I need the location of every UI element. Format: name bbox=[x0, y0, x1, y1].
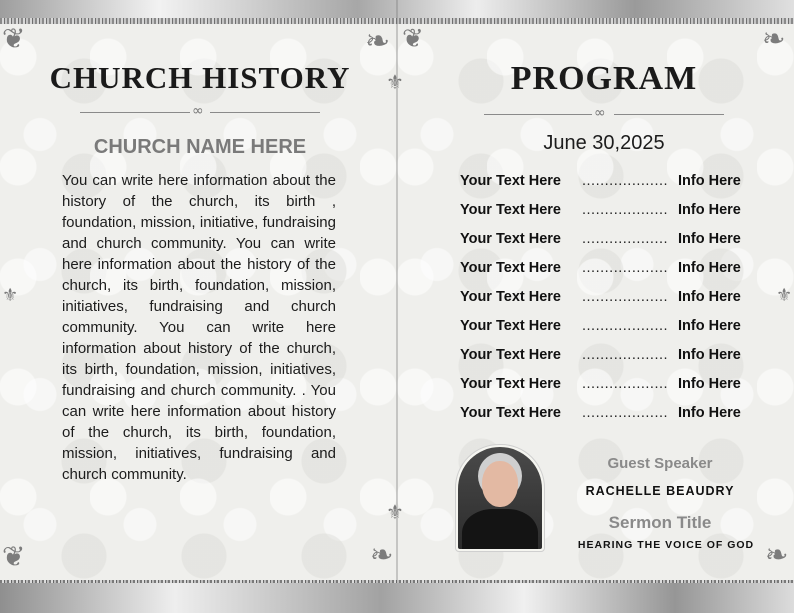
sermon-title-text: HEARING THE VOICE OF GOD bbox=[577, 539, 755, 551]
program-item-dots: ................... bbox=[582, 318, 669, 334]
program-item-label: Your Text Here bbox=[460, 173, 561, 189]
program-item-dots: ................... bbox=[582, 260, 669, 276]
program-item-dots: ................... bbox=[582, 173, 669, 189]
program-row bbox=[460, 344, 752, 368]
program-item-info: Info Here bbox=[678, 260, 741, 276]
program-item-label: Your Text Here bbox=[460, 347, 561, 363]
title-divider bbox=[484, 105, 724, 122]
scroll-knot-icon: ∞ bbox=[594, 105, 606, 121]
filigree-corner-icon: ❦ bbox=[2, 540, 26, 573]
program-item-dots: ................... bbox=[582, 231, 669, 247]
program-row bbox=[460, 257, 752, 281]
program-row bbox=[460, 315, 752, 339]
program-item-dots: ................... bbox=[582, 202, 669, 218]
church-name: CHURCH NAME HERE bbox=[93, 136, 307, 158]
program-item-info: Info Here bbox=[678, 202, 741, 218]
filigree-corner-icon: ❧ bbox=[365, 24, 391, 59]
filigree-corner-icon: ❧ bbox=[765, 538, 789, 571]
program-item-label: Your Text Here bbox=[460, 318, 561, 334]
guest-speaker-name: RACHELLE BEAUDRY bbox=[585, 484, 735, 498]
program-item-info: Info Here bbox=[678, 347, 741, 363]
silver-band-bottom bbox=[0, 583, 794, 613]
program-item-label: Your Text Here bbox=[460, 202, 561, 218]
program-title: PROGRAM bbox=[510, 60, 698, 97]
filigree-corner-icon: ❦ bbox=[2, 22, 26, 55]
program-row bbox=[460, 286, 752, 310]
program-item-dots: ................... bbox=[582, 376, 669, 392]
filigree-corner-icon: ❧ bbox=[762, 22, 786, 55]
filigree-corner-icon: ❧ bbox=[370, 538, 394, 571]
program-item-info: Info Here bbox=[678, 318, 741, 334]
guest-speaker-heading: Guest Speaker bbox=[607, 455, 713, 472]
speaker-photo bbox=[455, 444, 545, 552]
scroll-flourish-icon: ⚜ bbox=[2, 285, 19, 306]
program-item-label: Your Text Here bbox=[460, 231, 561, 247]
program-item-label: Your Text Here bbox=[460, 376, 561, 392]
program-row bbox=[460, 373, 752, 397]
program-date: June 30,2025 bbox=[543, 132, 665, 154]
program-row bbox=[460, 199, 752, 223]
program-item-info: Info Here bbox=[678, 231, 741, 247]
scroll-flourish-icon: ⚜ bbox=[386, 500, 404, 524]
program-item-label: Your Text Here bbox=[460, 405, 561, 421]
scroll-flourish-icon: ⚜ bbox=[776, 285, 793, 306]
title-divider bbox=[80, 103, 320, 120]
program-item-label: Your Text Here bbox=[460, 289, 561, 305]
program-item-info: Info Here bbox=[678, 405, 741, 421]
program-item-label: Your Text Here bbox=[460, 260, 561, 276]
program-item-info: Info Here bbox=[678, 289, 741, 305]
scroll-knot-icon: ∞ bbox=[192, 103, 204, 119]
program-row bbox=[460, 170, 752, 194]
sermon-title-heading: Sermon Title bbox=[608, 513, 712, 532]
program-item-info: Info Here bbox=[678, 173, 741, 189]
program-item-info: Info Here bbox=[678, 376, 741, 392]
program-row bbox=[460, 402, 752, 426]
program-item-dots: ................... bbox=[582, 405, 669, 421]
filigree-corner-icon: ❦ bbox=[402, 24, 424, 54]
program-item-dots: ................... bbox=[582, 347, 669, 363]
church-history-body: You can write here information about the history of the church, its birth , foundation, mission, initiative, fundraising and church community. You can write here information about the history of the church, its birth, foundation, mission, initiatives, fundraising and church community. You can write here information about history of the church, its birth, foundation, mission, initiatives, fundraising and church community. . You can write here information about history of the church, its birth, foundation, mission, initiatives, fundraising and church community. bbox=[62, 172, 336, 483]
program-row bbox=[460, 228, 752, 252]
program-item-dots: ................... bbox=[582, 289, 669, 305]
scroll-flourish-icon: ⚜ bbox=[386, 70, 404, 94]
church-history-title: CHURCH HISTORY bbox=[49, 60, 351, 95]
